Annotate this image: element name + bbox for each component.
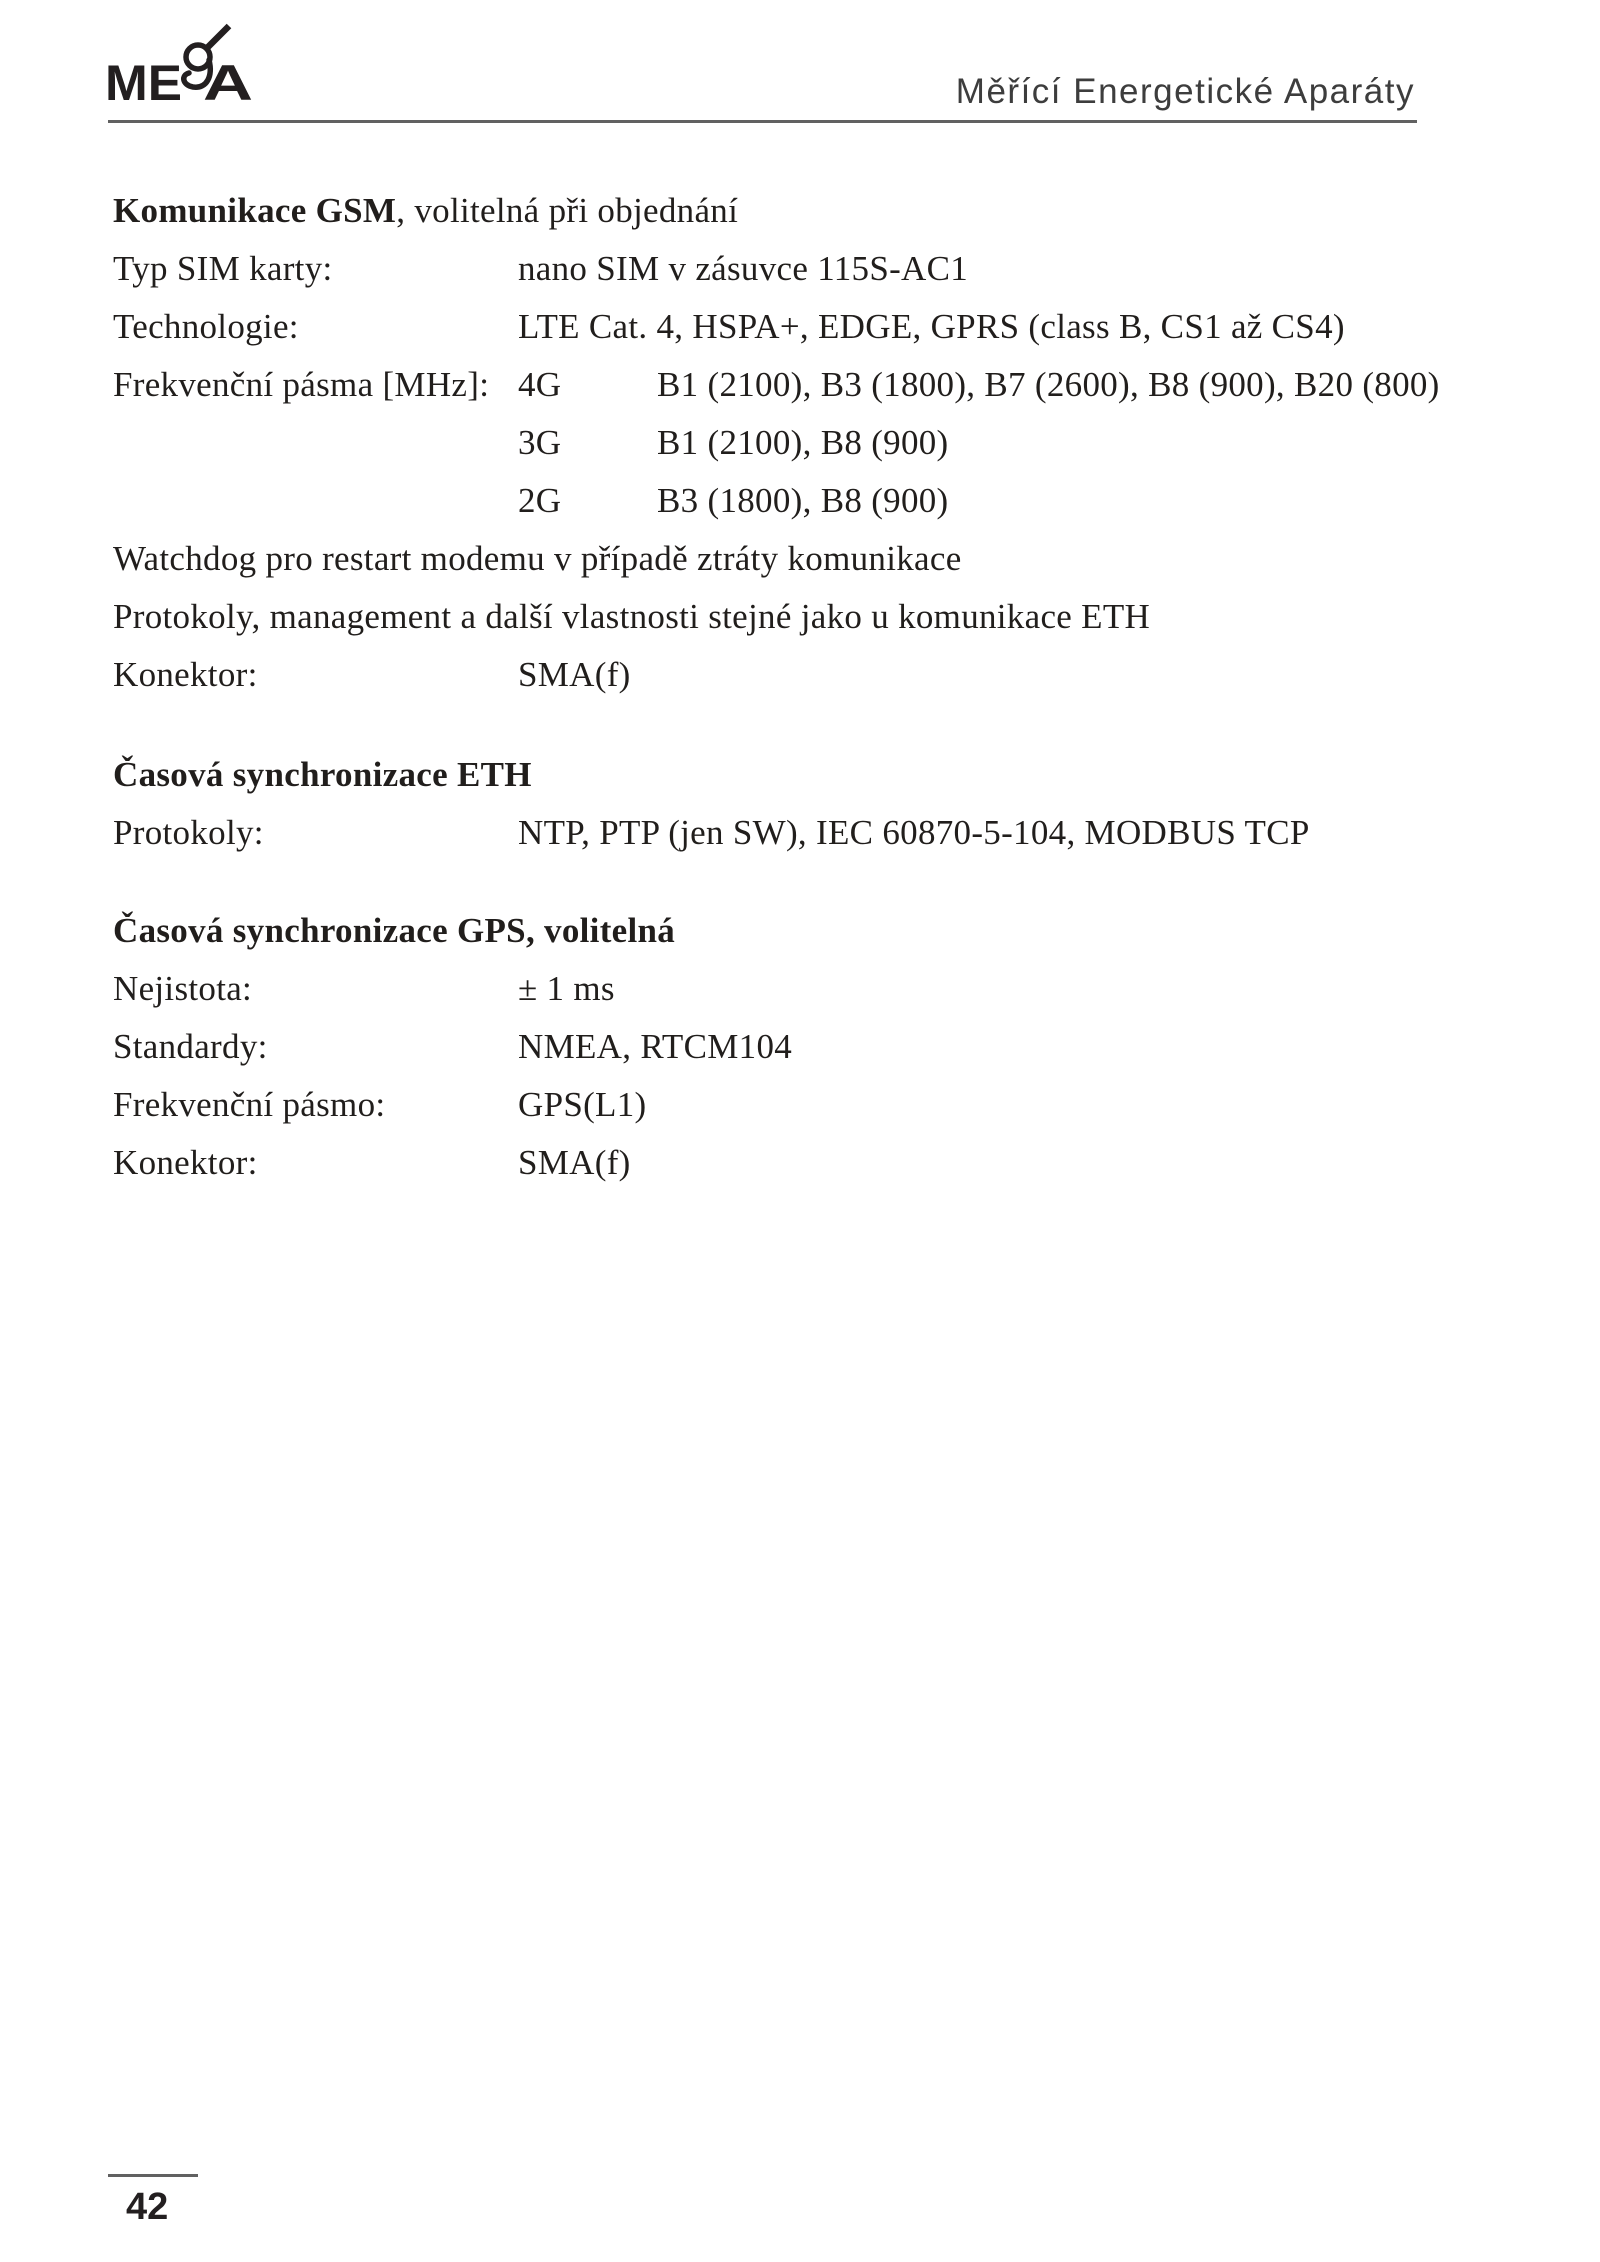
spec-row <box>113 646 1513 704</box>
spec-generation: 2G <box>518 481 562 520</box>
section-heading-bold: Komunikace GSM <box>113 191 397 230</box>
spec-label: Nejistota: <box>113 969 253 1008</box>
spec-value: NMEA, RTCM104 <box>518 1027 793 1066</box>
spec-row <box>113 240 1513 298</box>
mega-logo <box>103 20 258 104</box>
spec-row <box>113 588 1513 646</box>
spec-row <box>113 530 1513 588</box>
spec-generation: 3G <box>518 423 562 462</box>
section-komunikace-gsm <box>113 182 1513 704</box>
spec-row <box>113 298 1513 356</box>
spec-value: SMA(f) <box>518 1143 631 1182</box>
section-heading <box>113 182 1513 240</box>
header-title: Měřící Energetické Aparáty <box>955 72 1415 111</box>
spec-row <box>113 472 1513 530</box>
spec-label: Konektor: <box>113 1143 258 1182</box>
spec-label: Technologie: <box>113 307 299 346</box>
section-heading-bold: Časová synchronizace GPS, volitelná <box>113 911 676 950</box>
spec-label: Protokoly: <box>113 813 264 852</box>
spec-row <box>113 1018 1513 1076</box>
spec-label: Standardy: <box>113 1027 268 1066</box>
spec-bands: B3 (1800), B8 (900) <box>657 481 949 520</box>
spec-value: SMA(f) <box>518 655 631 694</box>
section-heading <box>113 902 1513 960</box>
spec-value: GPS(L1) <box>518 1085 647 1124</box>
spec-row <box>113 1076 1513 1134</box>
section-heading-bold: Časová synchronizace ETH <box>113 755 532 794</box>
spec-row <box>113 960 1513 1018</box>
spec-row <box>113 414 1513 472</box>
header-rule <box>108 120 1417 123</box>
spec-bands: B1 (2100), B8 (900) <box>657 423 949 462</box>
spec-label: Frekvenční pásmo: <box>113 1085 386 1124</box>
spec-note: Protokoly, management a další vlastnosti stejné jako u komunikace ETH <box>113 597 1151 636</box>
spec-note: Watchdog pro restart modemu v případě ztráty komunikace <box>113 539 962 578</box>
spec-label: Typ SIM karty: <box>113 249 333 288</box>
logo-text-me: ME <box>105 55 182 104</box>
logo-g-handle <box>206 26 229 49</box>
section-sync-gps <box>113 902 1513 1192</box>
page-number: 42 <box>126 2186 169 2228</box>
spec-label: Frekvenční pásma [MHz]: <box>113 365 490 404</box>
spec-value: ± 1 ms <box>518 969 615 1008</box>
spec-value: nano SIM v zásuvce 115S-AC1 <box>518 249 969 288</box>
logo-text-a: A <box>203 55 253 104</box>
section-heading-rest: , volitelná při objednání <box>396 191 739 230</box>
section-sync-eth <box>113 746 1513 862</box>
spec-value: LTE Cat. 4, HSPA+, EDGE, GPRS (class B, CS1 až CS4) <box>518 307 1345 346</box>
spec-row <box>113 356 1513 414</box>
footer-rule <box>108 2174 198 2177</box>
spec-generation: 4G <box>518 365 562 404</box>
spec-row <box>113 804 1513 862</box>
spec-value: NTP, PTP (jen SW), IEC 60870-5-104, MODBUS TCP <box>518 813 1310 852</box>
spec-bands: B1 (2100), B3 (1800), B7 (2600), B8 (900), B20 (800) <box>657 365 1440 404</box>
spec-label: Konektor: <box>113 655 258 694</box>
section-heading <box>113 746 1513 804</box>
spec-row <box>113 1134 1513 1192</box>
